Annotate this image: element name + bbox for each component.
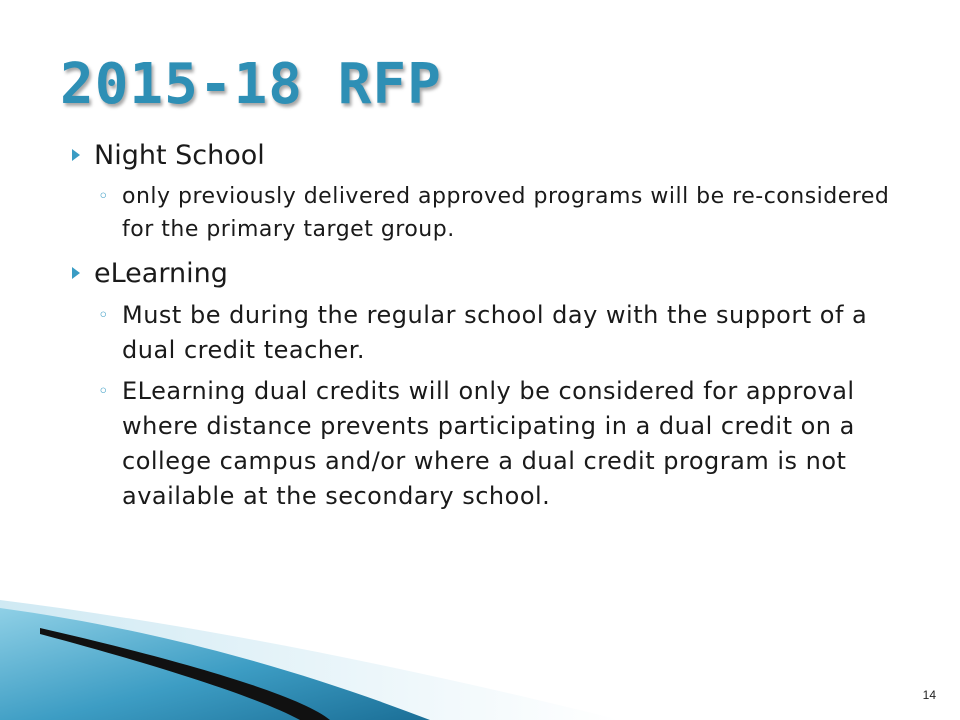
- sub-bullet-list: [94, 298, 912, 514]
- bullet-label: eLearning: [94, 258, 228, 289]
- bullet-elearning: [72, 252, 912, 514]
- slide-title: 2015-18 RFP: [60, 52, 442, 117]
- bullet-night-school: [72, 134, 912, 246]
- ring-bullet-icon: ◦: [98, 186, 110, 207]
- page-number: 14: [922, 688, 936, 702]
- bullet-label: Night School: [94, 140, 265, 171]
- sub-bullet-text: ELearning dual credits will only be considered for approval where distance prevents participating in a dual credit on a college campus and/or where a dual credit program is not available at the secondary school.: [122, 377, 855, 510]
- decorative-wave: [0, 590, 960, 720]
- sub-bullet: [94, 180, 912, 246]
- bullet-list: [72, 134, 912, 514]
- sub-bullet-list: [94, 180, 912, 246]
- sub-bullet: [94, 374, 912, 514]
- sub-bullet-text: only previously delivered approved programs will be re-considered for the primary target group.: [122, 184, 890, 242]
- ring-bullet-icon: ◦: [98, 381, 110, 402]
- sub-bullet: [94, 298, 912, 368]
- slide-body: [72, 128, 912, 520]
- triangle-right-icon: [72, 149, 80, 161]
- triangle-right-icon: [72, 267, 80, 279]
- sub-bullet-text: Must be during the regular school day with the support of a dual credit teacher.: [122, 301, 868, 364]
- ring-bullet-icon: ◦: [98, 305, 110, 326]
